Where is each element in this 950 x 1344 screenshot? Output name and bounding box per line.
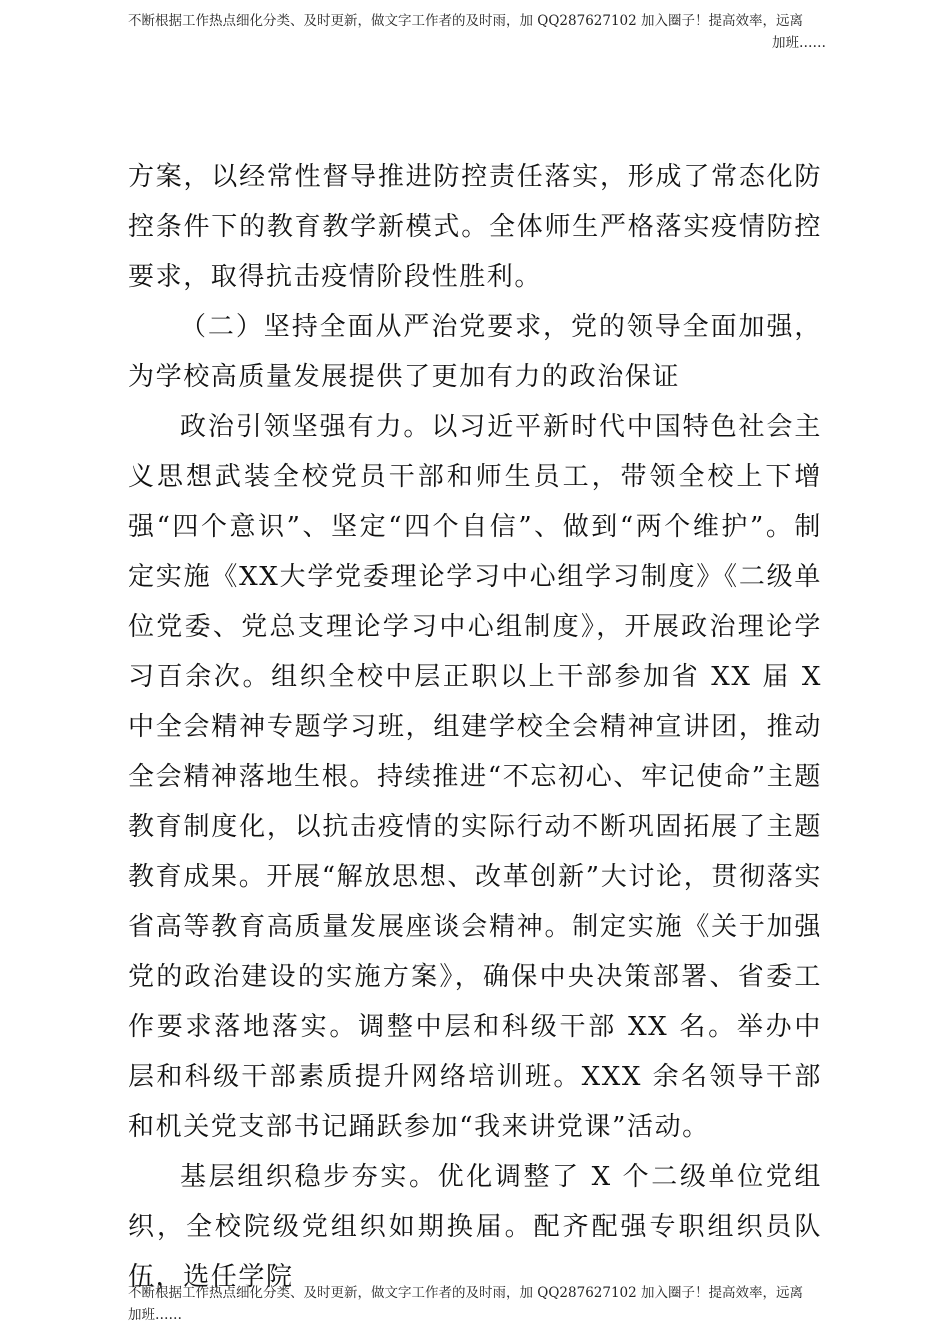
page-header [128, 10, 828, 54]
paragraph-political-leadership: 政治引领坚强有力。以习近平新时代中国特色社会主义思想武装全校党员干部和师生员工，带领全校上下增强“四个意识”、坚定“四个自信”、做到“两个维护”。制定实施《XX大学党委理论学习中心组学习制度》《二级单位党委、党总支理论学习中心组制度》，开展政治理论学习百余次。组织全校中层正职以上干部参加省 XX 届 X 中全会精神专题学习班，组建学校全会精神宣讲团，推动全会精神落地生根。持续推进“不忘初心、牢记使命”主题教育制度化，以抗击疫情的实际行动不断巩固拓展了主题教育成果。开展“解放思想、改革创新”大讨论，贯彻落实省高等教育高质量发展座谈会精神。制定实施《关于加强党的政治建设的实施方案》，确保中央决策部署、省委工作要求落地落实。调整中层和科级干部 XX 名。举办中层和科级干部素质提升网络培训班。XXX 余名领导干部和机关党支部书记踊跃参加“我来讲党课”活动。 [128, 412, 822, 1142]
section-heading: （二）坚持全面从严治党要求，党的领导全面加强，为学校高质量发展提供了更加有力的政治保证 [128, 312, 822, 392]
paragraph-continuation: 方案，以经常性督导推进防控责任落实，形成了常态化防控条件下的教育教学新模式。全体师生严格落实疫情防控要求，取得抗击疫情阶段性胜利。 [128, 162, 822, 292]
header-text-line1: 不断根据工作热点细化分类、及时更新，做文字工作者的及时雨，加 QQ287627102 加入圈子！提高效率，远离 [128, 13, 804, 29]
footer-text-line1: 不断根据工作热点细化分类、及时更新，做文字工作者的及时雨，加 QQ287627102 加入圈子！提高效率，远离 [128, 1285, 804, 1301]
paragraph-grassroots-organization: 基层组织稳步夯实。优化调整了 X 个二级单位党组织，全校院级党组织如期换届。配齐配强专职组织员队伍，选任学院 [128, 1162, 822, 1292]
footer-text-line2: 加班…… [128, 1307, 182, 1323]
header-text-line2: 加班…… [772, 35, 826, 51]
document-body [128, 152, 822, 1302]
page-footer [128, 1282, 828, 1326]
